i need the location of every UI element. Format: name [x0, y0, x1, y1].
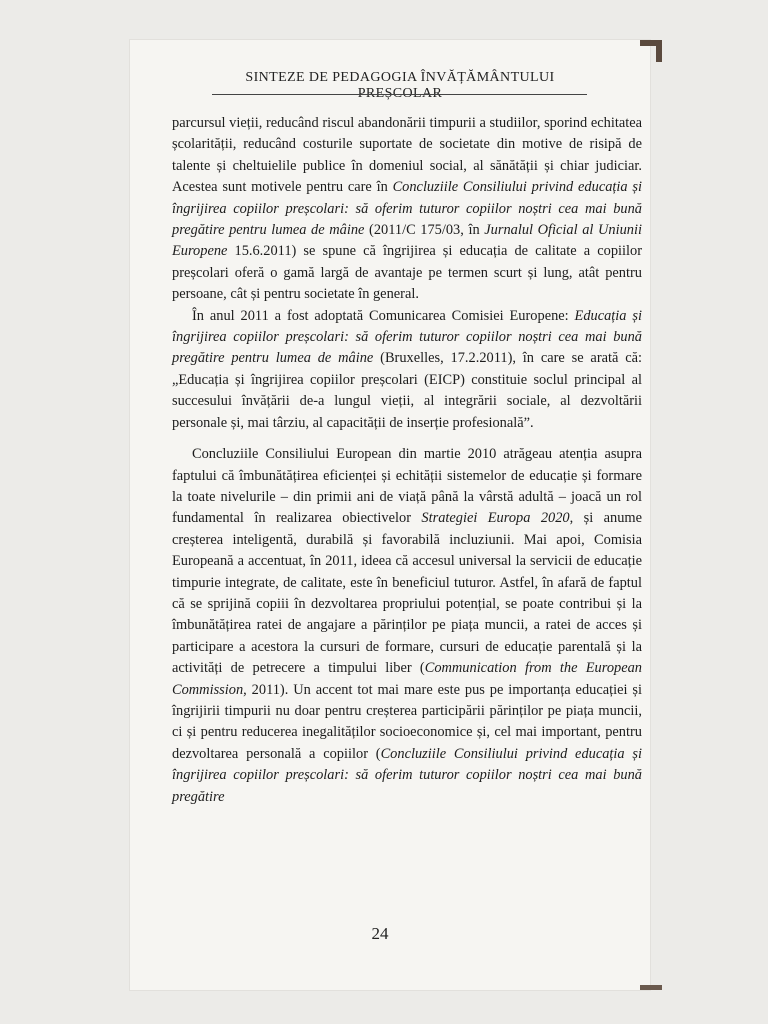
p3-text-3: , 2011). Un accent tot mai mare este pus pe importanța educației și îngrijirii timpurii nu doar pentru creșterea participării părinților pe piața muncii, ci și pentru reducerea inegalităților socioeconomice și, cel mai important, pentru dezvoltarea personală a copiilor (: [172, 681, 642, 762]
paragraph-1: [172, 113, 642, 306]
p2-text-2: (Bruxelles, 17.2.2011), în care se arată că: „Educația și îngrijirea copiilor preșcolari (EICP) constituie soclul principal al succesului învățării de-a lungul vieții, al integrării sociale, al dezvoltării personale și, mai târziu, al capacității de inserție profesională”.: [172, 350, 642, 431]
paragraph-2: [172, 306, 642, 434]
p1-text-2: (2011/C 175/03, în: [364, 222, 485, 239]
p3-text-1: Concluziile Consiliului European din martie 2010 atrăgeau atenția asupra faptului că îmbunătățirea eficienței și echității sistemelor de educație și formare la toate nivelurile – din primii ani de viață până la vârstă adultă – joacă un rol fundamental în realizarea obiectivelor: [172, 446, 642, 527]
p1-text-1: parcursul vieții, reducând riscul abandonării timpurii a studiilor, sporind echitatea școlarității, reducând costurile suportate de societate din motive de risipă de talente și cheltuielile publice în domeniul social, al sănătății și chiar judiciar. Acestea sunt motivele pentru care în: [172, 115, 642, 196]
page-corner-mark: [640, 40, 662, 62]
p3-text-2: , și anume creșterea inteligentă, durabilă și favorabilă incluziunii. Mai apoi, Comisia Europeană a accentuat, în 2011, ideea că accesul universal la servicii de educație timpurie integrate, de calitate, este în beneficiul tuturor. Astfel, în afară de faptul că se sprijină copiii în dezvoltarea propriului potențial, se poate contribui și la îmbunătățirea ratei de angajare a părinților pe piața muncii, a ratei de acces și participare a acestora la cursuri de formare, cursuri de educație parentală și la activități de petrecere a timpului liber (: [172, 510, 642, 677]
p2-italic-1: Educația și îngrijirea copiilor preșcolari: să oferim tuturor copiilor noștri cea mai bună pregătire pentru lumea de mâine: [172, 307, 642, 367]
p3-italic-2: Communication from the European Commission: [172, 660, 642, 698]
body-text: [172, 113, 642, 808]
p3-italic-1: Strategiei Europa 2020: [421, 510, 570, 527]
page-corner-mark-bottom: [640, 980, 662, 990]
p3-italic-3: Concluziile Consiliului privind educația și îngrijirea copiilor preșcolari: să oferim tuturor copiilor noștri cea mai bună pregătire: [172, 745, 643, 805]
running-header: SINTEZE DE PEDAGOGIA ÎNVĂȚĂMÂNTULUI PREȘCOLAR: [245, 70, 555, 101]
p1-text-3: 15.6.2011) se spune că îngrijirea și educația de calitate a copiilor preșcolari oferă o gamă largă de avantaje pe termen scurt și lung, atât pentru persoane, cât și pentru societate în general.: [172, 243, 642, 303]
page-number: 24: [371, 924, 389, 943]
p2-text-1: În anul 2011 a fost adoptată Comunicarea Comisiei Europene:: [192, 307, 575, 324]
p1-italic-1: Concluziile Consiliului privind educația și îngrijirea copiilor preșcolari: să oferim tuturor copiilor noștri cea mai bună pregătire pentru lumea de mâine: [172, 179, 642, 239]
paragraph-3: [172, 444, 642, 808]
p1-italic-2: Jurnalul Oficial al Uniunii Europene: [172, 222, 642, 260]
header-divider: [212, 94, 587, 95]
